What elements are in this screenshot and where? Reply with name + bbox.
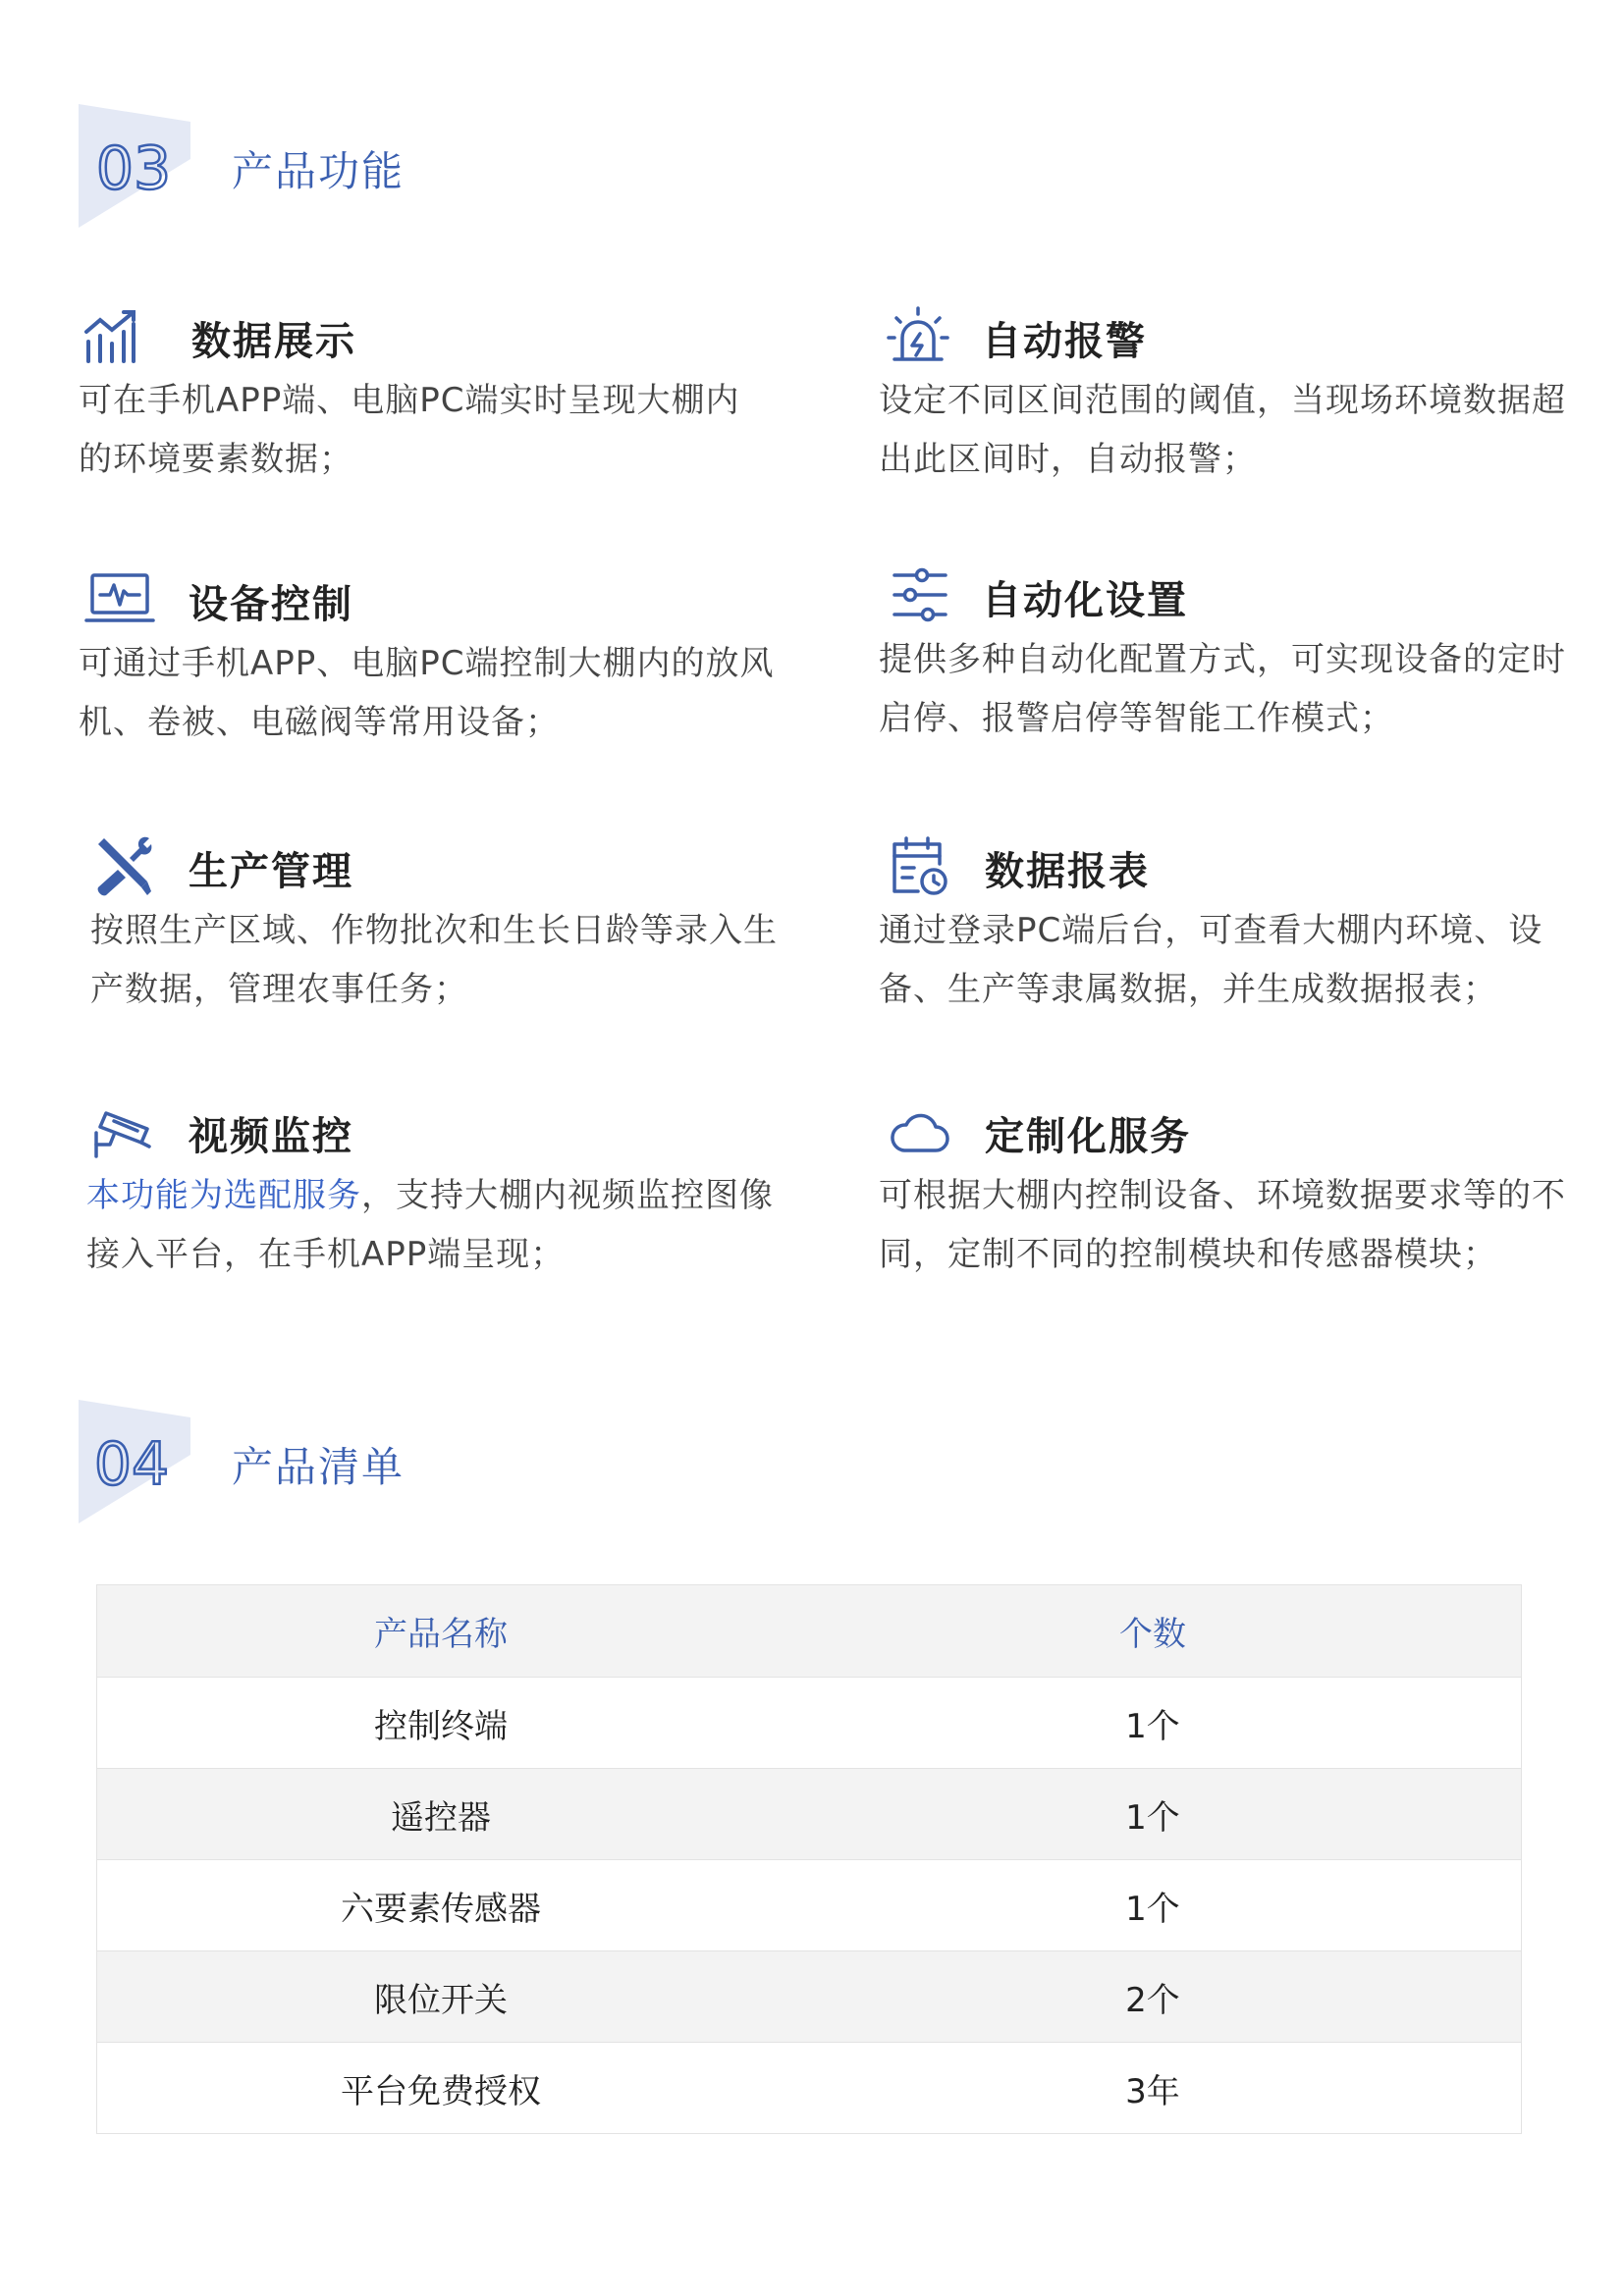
section-number: 04: [93, 1430, 170, 1499]
feature-title: 生产管理: [189, 849, 353, 894]
feature-desc: [86, 1166, 774, 1284]
calendar-clock-icon: [889, 834, 951, 897]
product-count: 1个: [1125, 1797, 1180, 1838]
feature-title: 定制化服务: [985, 1114, 1191, 1159]
product-count: 3年: [1125, 2071, 1180, 2111]
feature-desc: 通过登录PC端后台，可查看大棚内环境、设备、生产等隶属数据，并生成数据报表；: [879, 911, 1543, 1009]
feature-desc: 提供多种自动化配置方式，可实现设备的定时启停、报警启停等智能工作模式；: [879, 640, 1566, 738]
feature-title: 数据报表: [985, 849, 1150, 894]
feature-desc: 设定不同区间范围的阈值，当现场环境数据超出此区间时，自动报警；: [879, 381, 1566, 479]
laptop-monitor-icon: [84, 567, 155, 630]
section-title: 产品清单: [232, 1443, 406, 1491]
alarm-light-icon: [887, 304, 949, 367]
table-header-row: [97, 1585, 1521, 1677]
feature-title: 自动化设置: [982, 578, 1188, 623]
optional-service-note: 本功能为选配服务: [86, 1176, 361, 1215]
product-name: 平台免费授权: [341, 2071, 541, 2111]
section-title: 产品功能: [232, 147, 406, 195]
section-header-04: [75, 1398, 762, 1535]
table-row: [97, 1768, 1521, 1859]
tools-icon: [90, 834, 153, 897]
table-row: [97, 1677, 1521, 1768]
bar-chart-icon: [79, 306, 141, 369]
feature-desc: 可根据大棚内控制设备、环境数据要求等的不同，定制不同的控制模块和传感器模块；: [879, 1176, 1566, 1274]
product-name: 限位开关: [374, 1980, 508, 2020]
feature-desc: 按照生产区域、作物批次和生长日龄等录入生产数据，管理农事任务；: [90, 911, 778, 1009]
section-badge-icon: [75, 1398, 192, 1525]
product-name: 六要素传感器: [341, 1889, 541, 1929]
feature-desc-text: ，支持大棚内视频监控图像接入平台，在手机APP端呈现；: [86, 1176, 774, 1274]
product-count: 1个: [1125, 1889, 1180, 1929]
section-badge-icon: [75, 102, 192, 230]
product-name: 遥控器: [391, 1797, 491, 1838]
feature-title: 数据展示: [191, 319, 356, 364]
product-count: 2个: [1125, 1980, 1180, 2020]
feature-title: 视频监控: [189, 1114, 353, 1159]
feature-title: 自动报警: [982, 319, 1147, 364]
section-header-03: [75, 102, 762, 240]
table-header-count: 个数: [1119, 1615, 1186, 1654]
cloud-icon: [889, 1099, 951, 1162]
feature-desc: 可通过手机APP、电脑PC端控制大棚内的放风机、卷被、电磁阀等常用设备；: [79, 644, 775, 742]
security-camera-icon: [92, 1099, 155, 1162]
feature-desc: 可在手机APP端、电脑PC端实时呈现大棚内的环境要素数据；: [79, 381, 740, 479]
table-row: [97, 2042, 1521, 2133]
feature-title: 设备控制: [189, 582, 353, 627]
sliders-icon: [889, 563, 951, 626]
product-list-table: [96, 1584, 1522, 2134]
product-name: 控制终端: [374, 1706, 508, 1746]
product-count: 1个: [1125, 1706, 1180, 1746]
table-row: [97, 1950, 1521, 2042]
table-header-name: 产品名称: [374, 1615, 508, 1654]
table-row: [97, 1859, 1521, 1950]
section-number: 03: [95, 134, 172, 203]
